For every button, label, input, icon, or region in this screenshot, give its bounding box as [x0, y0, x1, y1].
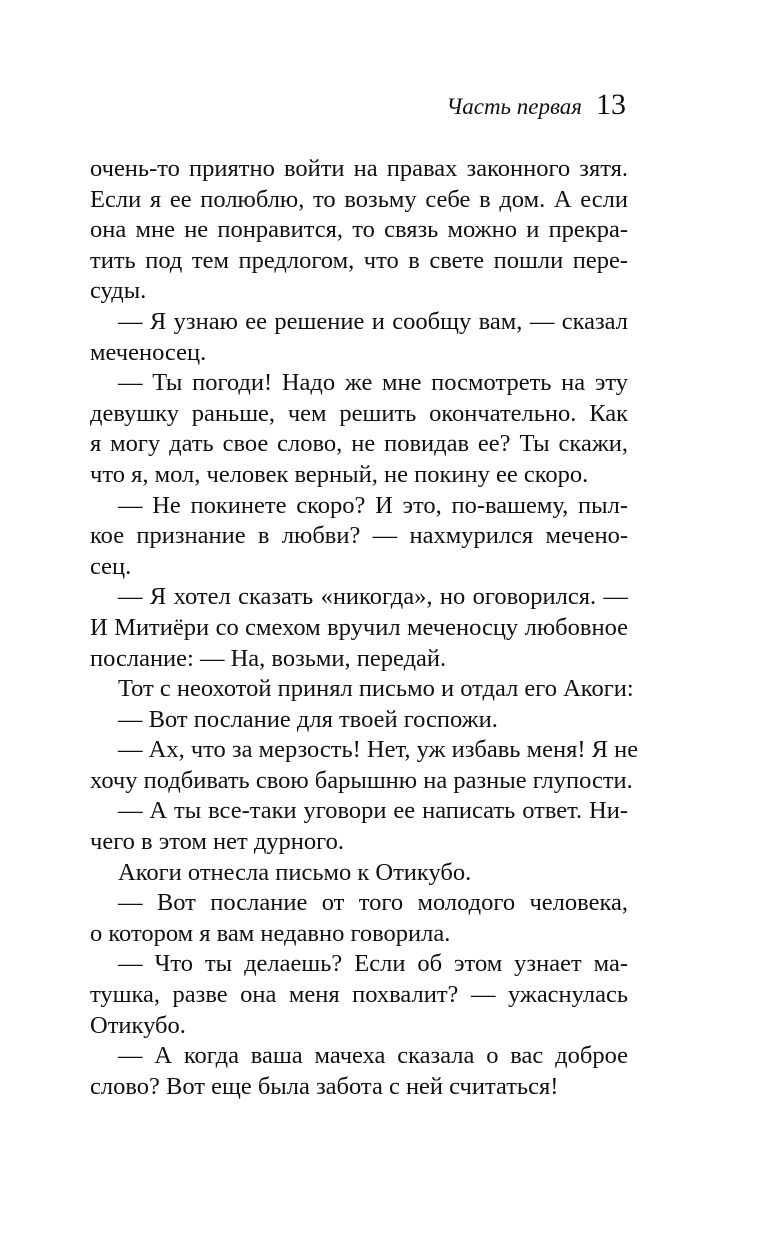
text-line: тить под тем предлогом, что в свете пошли пере- — [90, 246, 628, 274]
text-line: она мне не понравится, то связь можно и прекра- — [90, 216, 628, 244]
text-line: суды. — [90, 277, 147, 305]
text-line: что я, мол, человек верный, не покину ее скоро. — [90, 460, 589, 488]
text-line: Отикубо. — [90, 1011, 186, 1039]
running-header — [446, 88, 626, 122]
text-line: И Митиёри со смехом вручил меченосцу любовное — [90, 613, 628, 641]
text-line: сец. — [90, 552, 132, 580]
text-line: — А когда ваша мачеха сказала о вас доброе — [118, 1042, 628, 1070]
text-line: — А ты все-таки уговори ее написать ответ. Ни- — [118, 797, 628, 825]
text-line: — Я узнаю ее решение и сообщу вам, — сказал — [118, 307, 628, 335]
text-line: — Вот послание для твоей госпожи. — [118, 705, 498, 733]
text-line: кое признание в любви? — нахмурился мечено- — [90, 522, 628, 550]
text-line: очень-то приятно войти на правах законного зятя. — [90, 155, 628, 182]
text-line: — Я хотел сказать «никогда», но оговорился. — — [118, 583, 628, 611]
text-line: о котором я вам недавно говорила. — [90, 919, 451, 947]
text-line: меченосец. — [90, 338, 207, 366]
text-line: слово? Вот еще была забота с ней считаться! — [90, 1072, 559, 1100]
section-title: Часть первая — [446, 94, 582, 119]
text-line: Если я ее полюблю, то возьму себе в дом. А если — [90, 185, 628, 213]
text-line: чего в этом нет дурного. — [90, 828, 344, 856]
text-line: девушку раньше, чем решить окончательно. Как — [90, 399, 628, 427]
text-line: послание: — На, возьми, передай. — [90, 644, 447, 672]
text-line: хочу подбивать свою барышню на разные глупости. — [90, 766, 633, 794]
text-line: — Ах, что за мерзость! Нет, уж избавь меня! Я не — [118, 736, 639, 764]
text-line: тушка, разве она меня похвалит? — ужаснулась — [90, 981, 628, 1009]
text-line: — Что ты делаешь? Если об этом узнает ма- — [118, 950, 628, 978]
text-line: — Вот послание от того молодого человека, — [118, 889, 628, 917]
text-line: я могу дать свое слово, не повидав ее? Ты скажи, — [90, 430, 628, 458]
page-number: 13 — [596, 88, 626, 121]
text-line: — Ты погоди! Надо же мне посмотреть на эту — [118, 369, 628, 397]
text-line: Акоги отнесла письмо к Отикубо. — [118, 858, 472, 886]
body-text — [90, 154, 639, 1102]
text-line: — Не покинете скоро? И это, по-вашему, пыл- — [118, 491, 628, 519]
text-line: Тот с неохотой принял письмо и отдал его Акоги: — [118, 675, 634, 703]
